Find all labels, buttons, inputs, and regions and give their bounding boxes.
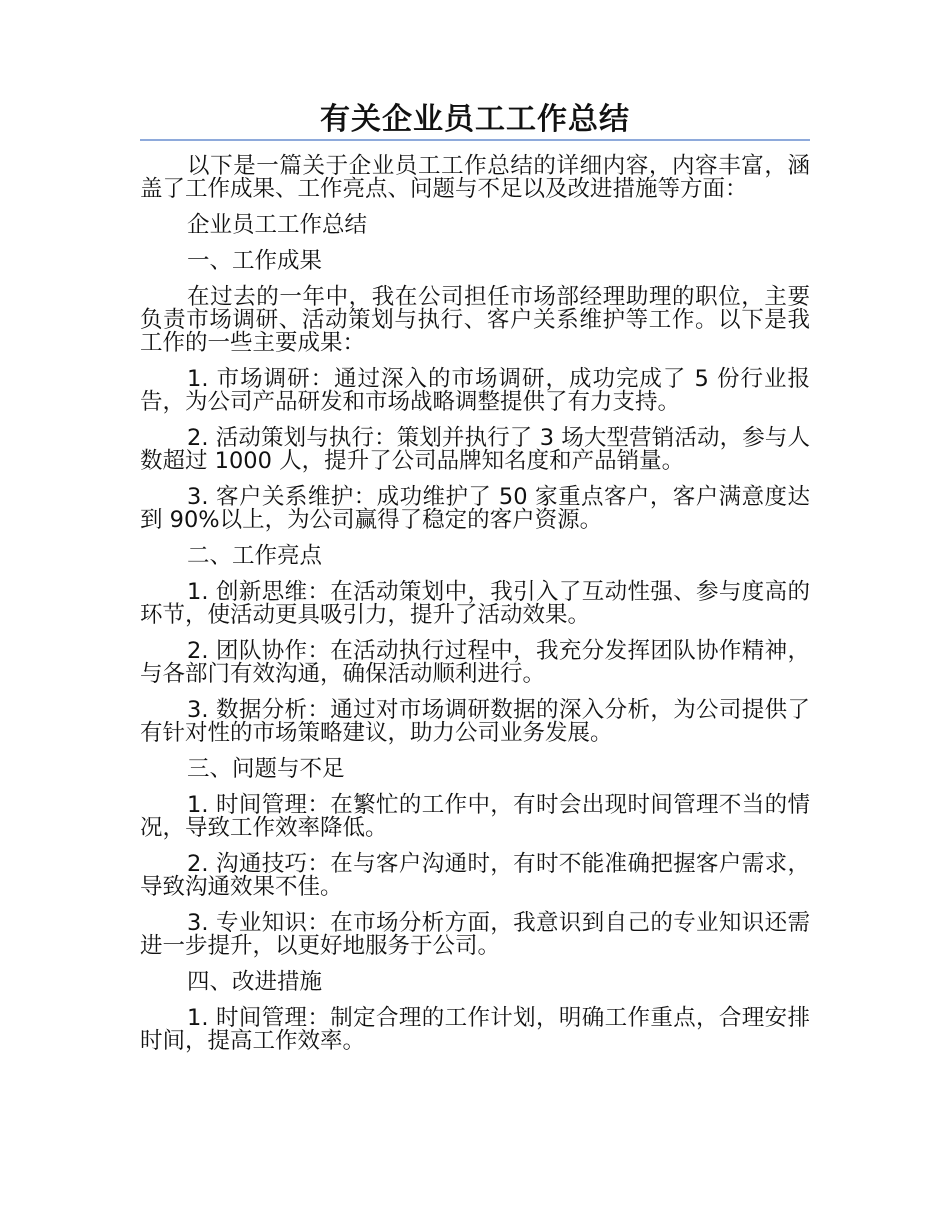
list-item: 1. 时间管理：制定合理的工作计划，明确工作重点，合理安排时间，提高工作效率。	[140, 1005, 810, 1054]
title-underline	[140, 139, 810, 141]
section-heading: 四、改进措施	[187, 969, 323, 995]
document-body	[140, 155, 810, 1066]
list-item: 3. 专业知识：在市场分析方面，我意识到自己的专业知识还需进一步提升，以更好地服务于公司。	[140, 910, 810, 959]
list-item: 3. 数据分析：通过对市场调研数据的深入分析，为公司提供了有针对性的市场策略建议，助力公司业务发展。	[140, 697, 810, 746]
list-item: 1. 创新思维：在活动策划中，我引入了互动性强、参与度高的环节，使活动更具吸引力，提升了活动效果。	[140, 579, 810, 628]
section-heading: 一、工作成果	[187, 248, 323, 274]
list-item: 3. 客户关系维护：成功维护了 50 家重点客户，客户满意度达到 90%以上，为公司赢得了稳定的客户资源。	[140, 484, 810, 533]
section-heading: 三、问题与不足	[187, 756, 345, 782]
list-item: 2. 沟通技巧：在与客户沟通时，有时不能准确把握客户需求，导致沟通效果不佳。	[140, 851, 810, 900]
list-item: 2. 团队协作：在活动执行过程中，我充分发挥团队协作精神，与各部门有效沟通，确保活动顺利进行。	[140, 638, 810, 687]
body-paragraph: 在过去的一年中，我在公司担任市场部经理助理的职位，主要负责市场调研、活动策划与执行、客户关系维护等工作。以下是我工作的一些主要成果：	[140, 284, 810, 356]
section-heading: 二、工作亮点	[187, 543, 323, 569]
intro-paragraph: 以下是一篇关于企业员工工作总结的详细内容，内容丰富，涵盖了工作成果、工作亮点、问题与不足以及改进措施等方面：	[140, 153, 810, 202]
subtitle-paragraph: 企业员工工作总结	[187, 212, 368, 238]
list-item: 1. 时间管理：在繁忙的工作中，有时会出现时间管理不当的情况，导致工作效率降低。	[140, 792, 810, 841]
list-item: 2. 活动策划与执行：策划并执行了 3 场大型营销活动，参与人数超过 1000 人，提升了公司品牌知名度和产品销量。	[140, 425, 810, 474]
document-title: 有关企业员工工作总结	[320, 102, 630, 137]
list-item: 1. 市场调研：通过深入的市场调研，成功完成了 5 份行业报告，为公司产品研发和市场战略调整提供了有力支持。	[140, 366, 810, 415]
